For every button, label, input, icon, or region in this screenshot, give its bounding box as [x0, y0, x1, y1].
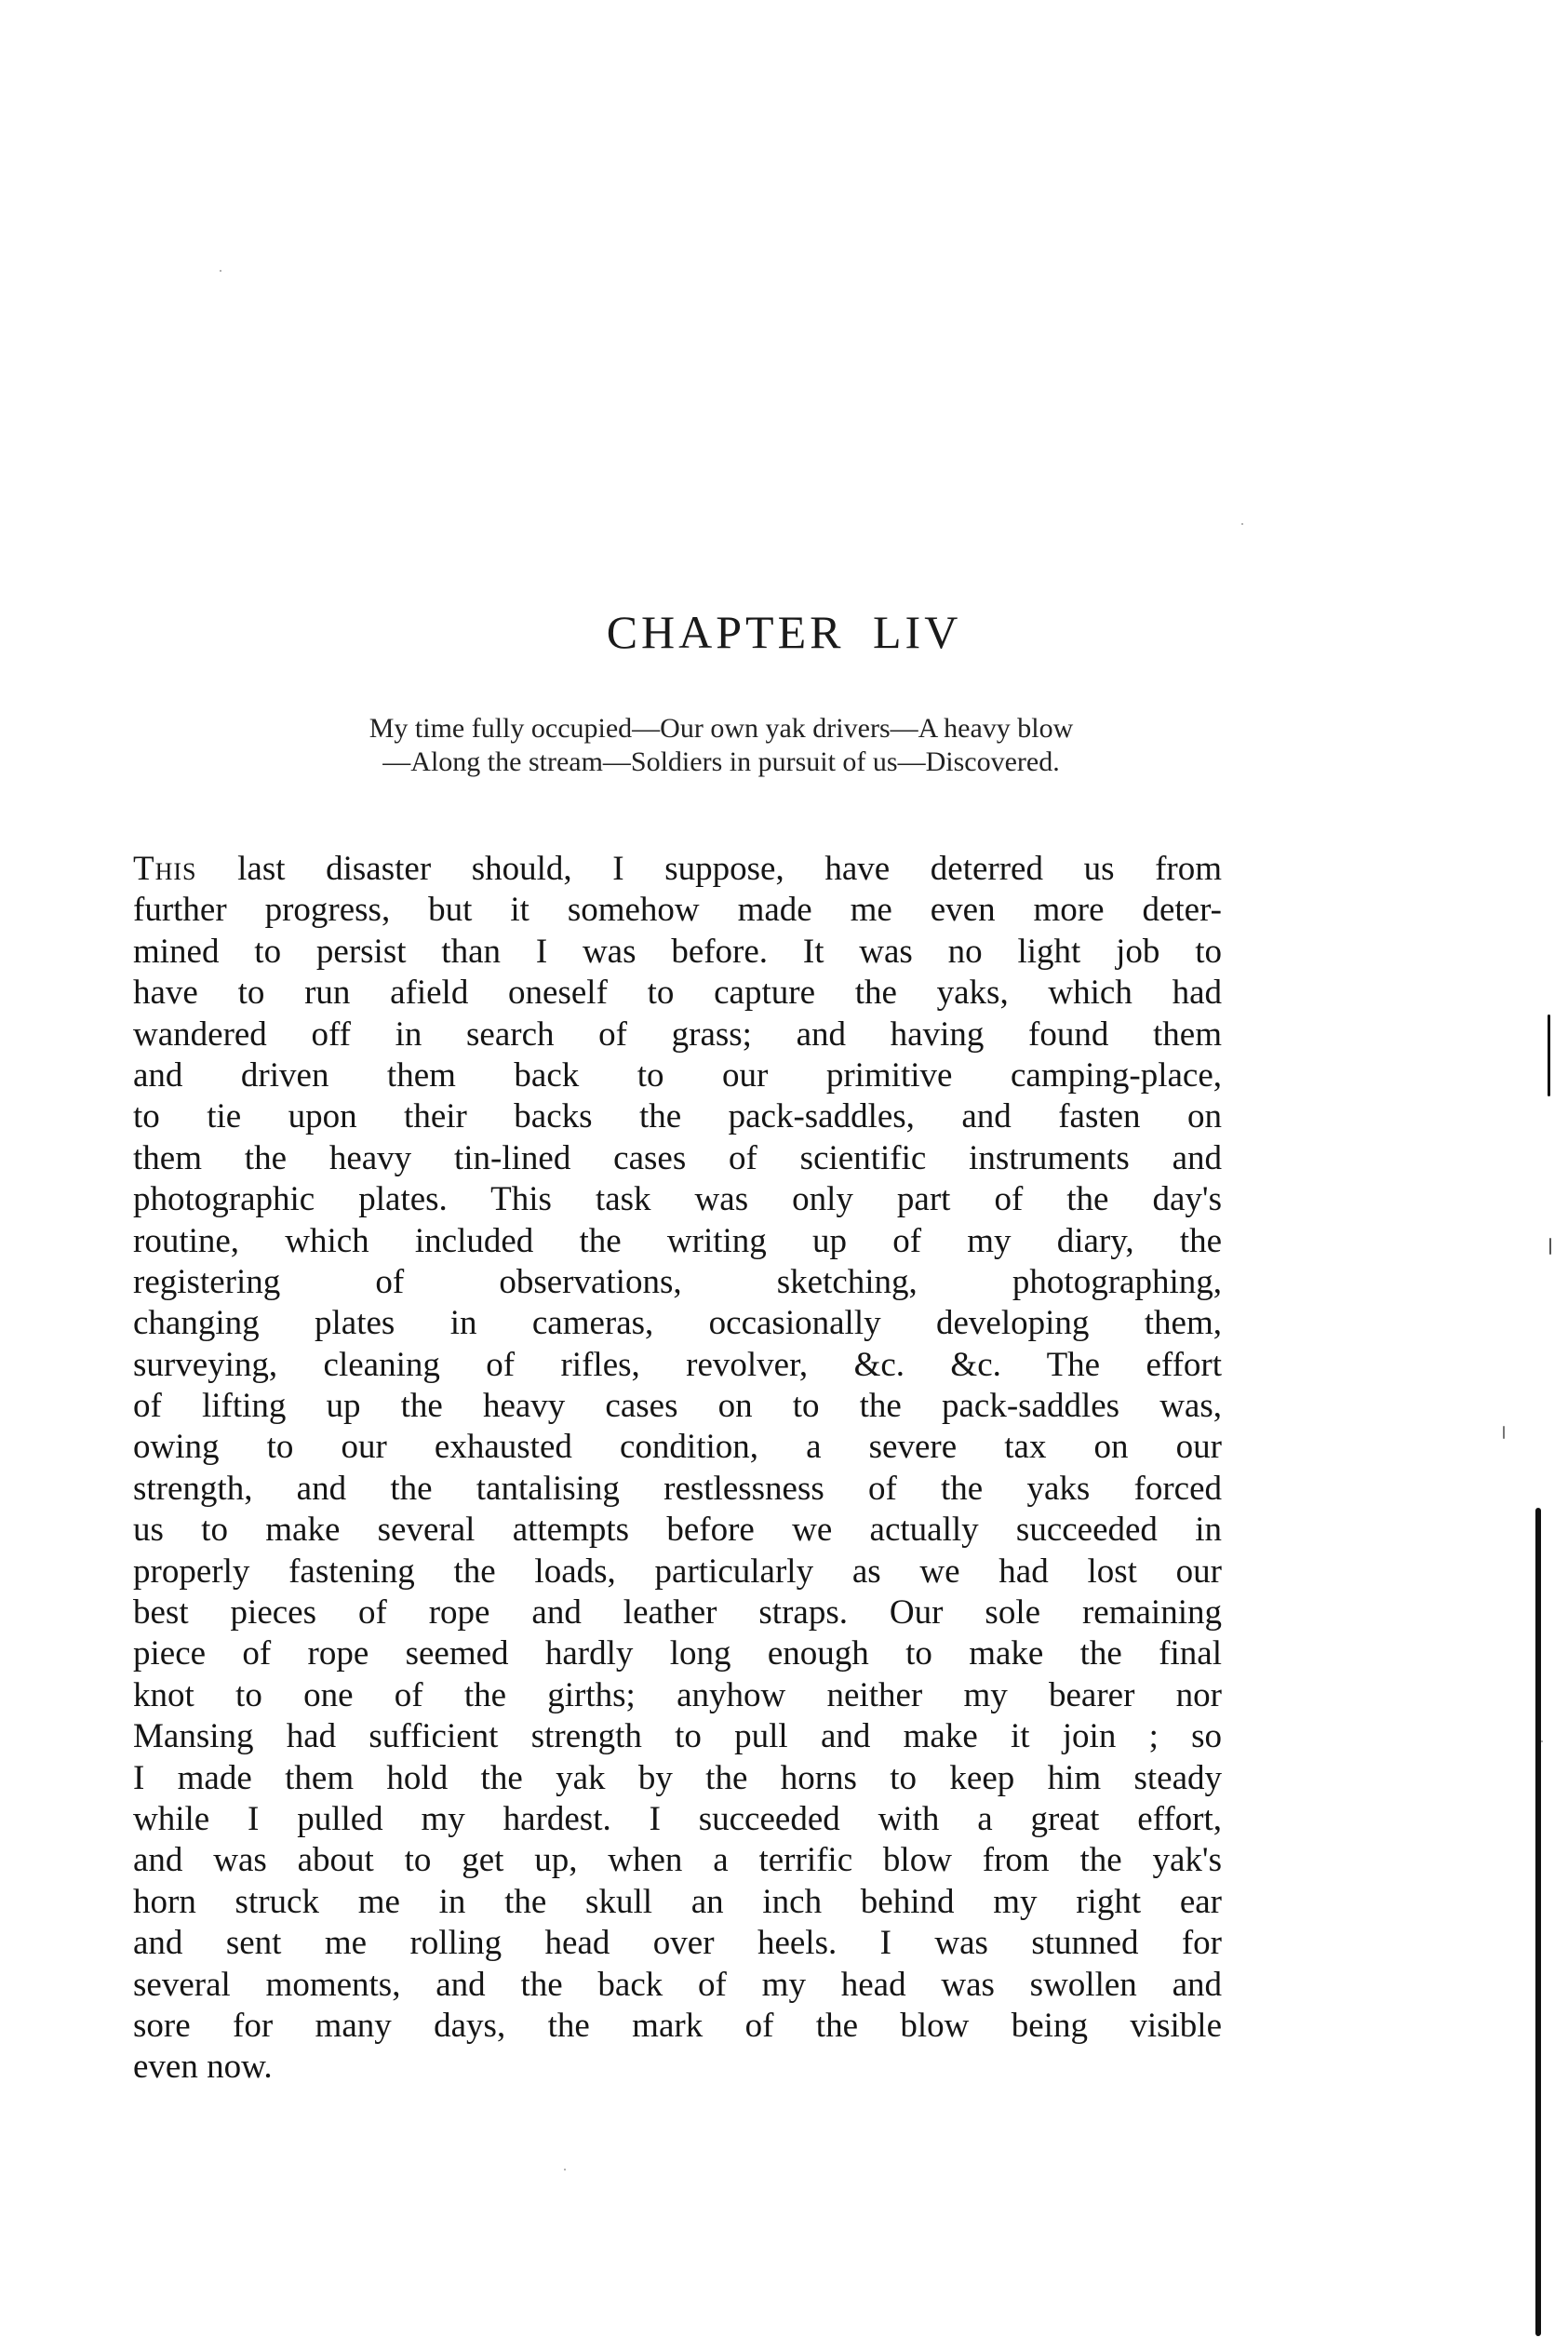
body-line: knot to one of the girths; anyhow neither my bearer nor	[133, 1675, 1222, 1714]
chapter-synopsis	[186, 712, 1256, 779]
body-line: photographic plates. This task was only part of the day's	[133, 1180, 1222, 1219]
body-line: us to make several attempts before we actually succeeded in	[133, 1511, 1222, 1550]
body-line: and sent me rolling head over heels. I was stunned for	[133, 1924, 1222, 1963]
scan-edge-mark	[1549, 1238, 1551, 1255]
scan-edge-mark	[1503, 1426, 1505, 1439]
body-line: piece of rope seemed hardly long enough to make the final	[133, 1634, 1222, 1673]
body-line: several moments, and the back of my head was swollen and	[133, 1965, 1222, 2004]
body-line: and was about to get up, when a terrific blow from the yak's	[133, 1841, 1222, 1880]
synopsis-line: —Along the stream—Soldiers in pursuit of us—Discovered.	[382, 746, 1060, 777]
body-line: sore for many days, the mark of the blow being visible	[133, 2006, 1222, 2045]
body-line: properly fastening the loads, particularly as we had lost our	[133, 1552, 1222, 1591]
body-paragraph	[133, 849, 1222, 2089]
body-line: even now.	[133, 2048, 273, 2087]
body-line: changing plates in cameras, occasionally developing them,	[133, 1304, 1222, 1343]
body-line: routine, which included the writing up of my diary, the	[133, 1221, 1222, 1260]
body-line: owing to our exhausted condition, a severe tax on our	[133, 1428, 1222, 1467]
scan-speck	[564, 2169, 566, 2170]
body-line: to tie upon their backs the pack-saddles, and fasten on	[133, 1097, 1222, 1136]
opening-word: This	[133, 850, 197, 888]
body-line	[133, 849, 1222, 890]
synopsis-line: My time fully occupied—Our own yak drivers—A heavy blow	[369, 713, 1074, 744]
body-line: and driven them back to our primitive camping-place,	[133, 1055, 1222, 1095]
chapter-title: CHAPTER LIV	[606, 606, 962, 658]
body-line: have to run afield oneself to capture the yaks, which had	[133, 974, 1222, 1013]
scan-speck	[220, 270, 221, 272]
body-line: mined to persist than I was before. It was no light job to	[133, 932, 1222, 971]
body-line: strength, and the tantalising restlessness of the yaks forced	[133, 1469, 1222, 1508]
body-line: Mansing had sufficient strength to pull and make it join ; so	[133, 1717, 1222, 1756]
body-line-text: last disaster should, I suppose, have deterred us from	[237, 850, 1223, 888]
body-line: horn struck me in the skull an inch behind my right ear	[133, 1882, 1222, 1921]
body-line: I made them hold the yak by the horns to keep him steady	[133, 1758, 1222, 1797]
body-line: surveying, cleaning of rifles, revolver, &c. &c. The effort	[133, 1345, 1222, 1384]
body-line: while I pulled my hardest. I succeeded with a great effort,	[133, 1799, 1222, 1838]
body-line: further progress, but it somehow made me even more deter-	[133, 891, 1222, 930]
scan-edge-mark	[1548, 1014, 1550, 1096]
body-line: best pieces of rope and leather straps. Our sole remaining	[133, 1593, 1222, 1633]
body-line: wandered off in search of grass; and having found them	[133, 1014, 1222, 1054]
scan-speck	[1541, 1740, 1543, 1742]
body-line: of lifting up the heavy cases on to the pack-saddles was,	[133, 1387, 1222, 1426]
body-line: registering of observations, sketching, photographing,	[133, 1262, 1222, 1301]
body-line: them the heavy tin-lined cases of scientific instruments and	[133, 1138, 1222, 1177]
scan-speck	[1241, 523, 1243, 525]
scan-edge-mark	[1535, 1508, 1541, 2336]
